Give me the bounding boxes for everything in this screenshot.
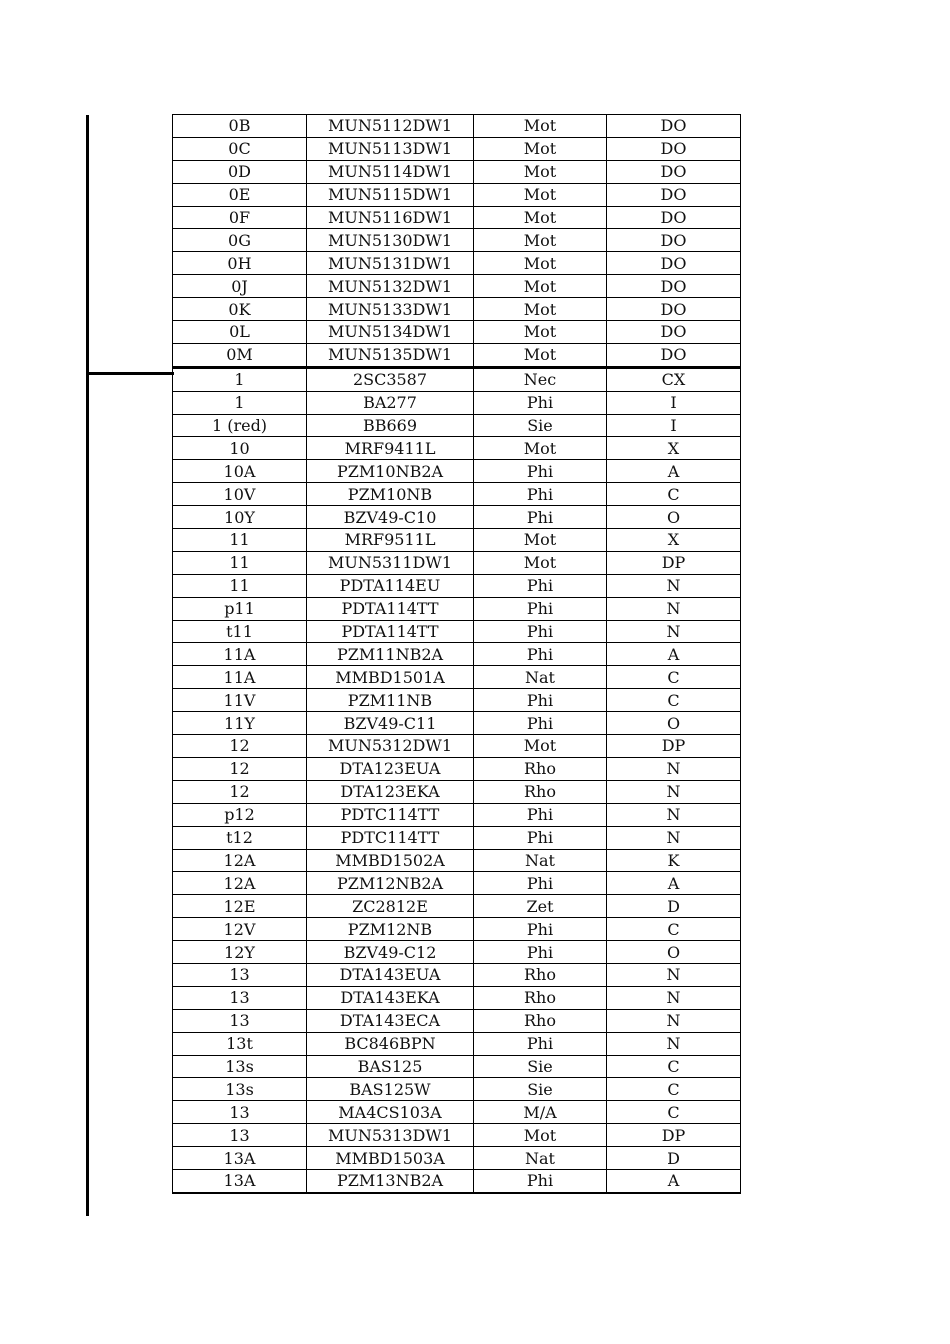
- part-number-cell: PZM11NB2A: [307, 643, 474, 666]
- marking-code-cell: 10A: [173, 460, 307, 483]
- package-code-cell: DO: [607, 115, 741, 138]
- table-row: [173, 826, 741, 849]
- table-row: [173, 483, 741, 506]
- marking-code-cell: 12: [173, 757, 307, 780]
- package-code-cell: K: [607, 849, 741, 872]
- manufacturer-cell: Rho: [474, 986, 607, 1009]
- part-number-cell: MMBD1501A: [307, 666, 474, 689]
- table-row: [173, 986, 741, 1009]
- package-code-cell: C: [607, 483, 741, 506]
- table-row: [173, 1055, 741, 1078]
- part-number-cell: MUN5116DW1: [307, 206, 474, 229]
- part-number-cell: ZC2812E: [307, 895, 474, 918]
- manufacturer-cell: Rho: [474, 963, 607, 986]
- marking-code-cell: p12: [173, 803, 307, 826]
- package-code-cell: C: [607, 666, 741, 689]
- manufacturer-cell: Sie: [474, 414, 607, 437]
- table-row: [173, 1169, 741, 1192]
- part-number-cell: PZM10NB: [307, 483, 474, 506]
- manufacturer-cell: M/A: [474, 1101, 607, 1124]
- marking-code-cell: 11A: [173, 643, 307, 666]
- part-number-cell: PZM10NB2A: [307, 460, 474, 483]
- manufacturer-cell: Phi: [474, 712, 607, 735]
- table-row: [173, 160, 741, 183]
- part-number-cell: PZM13NB2A: [307, 1169, 474, 1192]
- parts-table-body: [173, 115, 741, 1193]
- marking-code-cell: 12: [173, 735, 307, 758]
- manufacturer-cell: Phi: [474, 872, 607, 895]
- manufacturer-cell: Nec: [474, 367, 607, 391]
- manufacturer-cell: Mot: [474, 1124, 607, 1147]
- marking-code-cell: t12: [173, 826, 307, 849]
- package-code-cell: C: [607, 918, 741, 941]
- package-code-cell: N: [607, 963, 741, 986]
- marking-code-cell: 13A: [173, 1147, 307, 1170]
- table-row: [173, 666, 741, 689]
- part-number-cell: BB669: [307, 414, 474, 437]
- marking-code-cell: p11: [173, 597, 307, 620]
- part-number-cell: BZV49-C10: [307, 506, 474, 529]
- package-code-cell: DO: [607, 137, 741, 160]
- part-number-cell: MUN5312DW1: [307, 735, 474, 758]
- marking-code-cell: 0C: [173, 137, 307, 160]
- table-row: [173, 115, 741, 138]
- part-number-cell: PDTC114TT: [307, 826, 474, 849]
- package-code-cell: DP: [607, 735, 741, 758]
- marking-code-cell: 12A: [173, 849, 307, 872]
- marking-code-cell: 13: [173, 1124, 307, 1147]
- marking-code-cell: 12A: [173, 872, 307, 895]
- marking-code-cell: 0J: [173, 275, 307, 298]
- part-number-cell: DTA143EUA: [307, 963, 474, 986]
- marking-code-cell: 11: [173, 574, 307, 597]
- package-code-cell: I: [607, 414, 741, 437]
- package-code-cell: O: [607, 506, 741, 529]
- marking-code-cell: 12: [173, 780, 307, 803]
- package-code-cell: O: [607, 712, 741, 735]
- table-row: [173, 183, 741, 206]
- part-number-cell: MUN5115DW1: [307, 183, 474, 206]
- manufacturer-cell: Phi: [474, 506, 607, 529]
- marking-code-cell: 0E: [173, 183, 307, 206]
- part-number-cell: MRF9511L: [307, 529, 474, 552]
- manufacturer-cell: Sie: [474, 1078, 607, 1101]
- package-code-cell: DO: [607, 229, 741, 252]
- marking-code-cell: 1: [173, 391, 307, 414]
- manufacturer-cell: Mot: [474, 735, 607, 758]
- package-code-cell: DO: [607, 206, 741, 229]
- table-row: [173, 367, 741, 391]
- marking-code-cell: 13: [173, 1101, 307, 1124]
- part-number-cell: MUN5133DW1: [307, 298, 474, 321]
- marking-code-cell: 12V: [173, 918, 307, 941]
- marking-code-cell: 0K: [173, 298, 307, 321]
- part-number-cell: MUN5112DW1: [307, 115, 474, 138]
- marking-code-cell: 13: [173, 986, 307, 1009]
- package-code-cell: N: [607, 597, 741, 620]
- package-code-cell: D: [607, 895, 741, 918]
- marking-code-cell: 10V: [173, 483, 307, 506]
- package-code-cell: N: [607, 780, 741, 803]
- table-row: [173, 1078, 741, 1101]
- part-number-cell: DTA143ECA: [307, 1009, 474, 1032]
- manufacturer-cell: Mot: [474, 137, 607, 160]
- part-number-cell: MUN5132DW1: [307, 275, 474, 298]
- table-row: [173, 460, 741, 483]
- table-row: [173, 643, 741, 666]
- manufacturer-cell: Mot: [474, 321, 607, 344]
- package-code-cell: N: [607, 826, 741, 849]
- package-code-cell: N: [607, 803, 741, 826]
- table-row: [173, 620, 741, 643]
- part-number-cell: MUN5113DW1: [307, 137, 474, 160]
- table-row: [173, 574, 741, 597]
- package-code-cell: DO: [607, 275, 741, 298]
- manufacturer-cell: Mot: [474, 343, 607, 367]
- manufacturer-cell: Mot: [474, 437, 607, 460]
- table-row: [173, 780, 741, 803]
- table-row: [173, 321, 741, 344]
- part-number-cell: MUN5131DW1: [307, 252, 474, 275]
- table-row: [173, 1009, 741, 1032]
- part-number-cell: MMBD1502A: [307, 849, 474, 872]
- table-row: [173, 941, 741, 964]
- manufacturer-cell: Phi: [474, 643, 607, 666]
- marking-code-cell: 11A: [173, 666, 307, 689]
- package-code-cell: D: [607, 1147, 741, 1170]
- marking-code-cell: 11V: [173, 689, 307, 712]
- marking-code-cell: 0B: [173, 115, 307, 138]
- table-row: [173, 506, 741, 529]
- marking-code-cell: 11: [173, 529, 307, 552]
- marking-code-cell: 10Y: [173, 506, 307, 529]
- manufacturer-cell: Nat: [474, 849, 607, 872]
- package-code-cell: DO: [607, 321, 741, 344]
- manufacturer-cell: Phi: [474, 460, 607, 483]
- marking-code-cell: 1: [173, 367, 307, 391]
- manufacturer-cell: Phi: [474, 689, 607, 712]
- manufacturer-cell: Mot: [474, 275, 607, 298]
- part-number-cell: DTA143EKA: [307, 986, 474, 1009]
- part-number-cell: PZM11NB: [307, 689, 474, 712]
- part-number-cell: MA4CS103A: [307, 1101, 474, 1124]
- marking-code-cell: 13s: [173, 1055, 307, 1078]
- package-code-cell: C: [607, 1101, 741, 1124]
- manufacturer-cell: Mot: [474, 529, 607, 552]
- table-row: [173, 206, 741, 229]
- manufacturer-cell: Nat: [474, 1147, 607, 1170]
- part-number-cell: BC846BPN: [307, 1032, 474, 1055]
- table-row: [173, 1101, 741, 1124]
- manufacturer-cell: Phi: [474, 803, 607, 826]
- table-row: [173, 735, 741, 758]
- table-row: [173, 1147, 741, 1170]
- table-row: [173, 963, 741, 986]
- part-number-cell: DTA123EUA: [307, 757, 474, 780]
- part-number-cell: MRF9411L: [307, 437, 474, 460]
- package-code-cell: N: [607, 986, 741, 1009]
- part-number-cell: BZV49-C12: [307, 941, 474, 964]
- part-number-cell: BZV49-C11: [307, 712, 474, 735]
- package-code-cell: N: [607, 574, 741, 597]
- table-row: [173, 803, 741, 826]
- marking-code-cell: 1 (red): [173, 414, 307, 437]
- part-number-cell: PDTA114TT: [307, 620, 474, 643]
- package-code-cell: N: [607, 1009, 741, 1032]
- package-code-cell: X: [607, 437, 741, 460]
- table-row: [173, 597, 741, 620]
- manufacturer-cell: Phi: [474, 918, 607, 941]
- manufacturer-cell: Nat: [474, 666, 607, 689]
- table-row: [173, 391, 741, 414]
- part-number-cell: BAS125W: [307, 1078, 474, 1101]
- manufacturer-cell: Mot: [474, 298, 607, 321]
- table-row: [173, 529, 741, 552]
- marking-code-cell: 0G: [173, 229, 307, 252]
- package-code-cell: DO: [607, 183, 741, 206]
- manufacturer-cell: Phi: [474, 1032, 607, 1055]
- marking-code-cell: 13: [173, 963, 307, 986]
- table-row: [173, 757, 741, 780]
- marking-code-cell: 0D: [173, 160, 307, 183]
- marking-code-cell: 12E: [173, 895, 307, 918]
- part-number-cell: PDTA114TT: [307, 597, 474, 620]
- package-code-cell: DP: [607, 551, 741, 574]
- table-row: [173, 689, 741, 712]
- left-group-rule: [86, 115, 89, 1216]
- table-row: [173, 872, 741, 895]
- manufacturer-cell: Mot: [474, 229, 607, 252]
- manufacturer-cell: Phi: [474, 826, 607, 849]
- package-code-cell: N: [607, 757, 741, 780]
- marking-code-cell: 13A: [173, 1169, 307, 1192]
- marking-code-cell: 0H: [173, 252, 307, 275]
- table-row: [173, 343, 741, 367]
- part-number-cell: PZM12NB: [307, 918, 474, 941]
- part-number-cell: MUN5114DW1: [307, 160, 474, 183]
- part-number-cell: MUN5134DW1: [307, 321, 474, 344]
- marking-code-cell: 13: [173, 1009, 307, 1032]
- manufacturer-cell: Mot: [474, 183, 607, 206]
- manufacturer-cell: Sie: [474, 1055, 607, 1078]
- part-number-cell: 2SC3587: [307, 367, 474, 391]
- marking-code-cell: t11: [173, 620, 307, 643]
- part-number-cell: MUN5313DW1: [307, 1124, 474, 1147]
- table-row: [173, 849, 741, 872]
- manufacturer-cell: Rho: [474, 757, 607, 780]
- manufacturer-cell: Phi: [474, 574, 607, 597]
- table-row: [173, 551, 741, 574]
- package-code-cell: DO: [607, 298, 741, 321]
- manufacturer-cell: Mot: [474, 206, 607, 229]
- manufacturer-cell: Rho: [474, 780, 607, 803]
- package-code-cell: A: [607, 1169, 741, 1192]
- part-number-cell: MUN5311DW1: [307, 551, 474, 574]
- manufacturer-cell: Phi: [474, 941, 607, 964]
- package-code-cell: A: [607, 460, 741, 483]
- table-row: [173, 137, 741, 160]
- marking-code-cell: 0M: [173, 343, 307, 367]
- marking-code-cell: 13s: [173, 1078, 307, 1101]
- marking-code-cell: 11: [173, 551, 307, 574]
- table-row: [173, 252, 741, 275]
- package-code-cell: N: [607, 1032, 741, 1055]
- package-code-cell: N: [607, 620, 741, 643]
- marking-code-cell: 12Y: [173, 941, 307, 964]
- manufacturer-cell: Rho: [474, 1009, 607, 1032]
- table-row: [173, 895, 741, 918]
- manufacturer-cell: Mot: [474, 160, 607, 183]
- package-code-cell: DO: [607, 252, 741, 275]
- marking-code-cell: 0F: [173, 206, 307, 229]
- manufacturer-cell: Mot: [474, 252, 607, 275]
- manufacturer-cell: Phi: [474, 483, 607, 506]
- table-row: [173, 414, 741, 437]
- part-number-cell: DTA123EKA: [307, 780, 474, 803]
- manufacturer-cell: Phi: [474, 391, 607, 414]
- marking-code-cell: 10: [173, 437, 307, 460]
- marking-code-cell: 13t: [173, 1032, 307, 1055]
- parts-table: [172, 114, 741, 1194]
- package-code-cell: DP: [607, 1124, 741, 1147]
- table-row: [173, 1032, 741, 1055]
- package-code-cell: X: [607, 529, 741, 552]
- marking-code-cell: 0L: [173, 321, 307, 344]
- part-number-cell: BA277: [307, 391, 474, 414]
- manufacturer-cell: Mot: [474, 551, 607, 574]
- part-number-cell: MMBD1503A: [307, 1147, 474, 1170]
- part-number-cell: PZM12NB2A: [307, 872, 474, 895]
- table-row: [173, 1124, 741, 1147]
- table-row: [173, 229, 741, 252]
- package-code-cell: C: [607, 1078, 741, 1101]
- package-code-cell: CX: [607, 367, 741, 391]
- part-number-cell: MUN5135DW1: [307, 343, 474, 367]
- manufacturer-cell: Phi: [474, 620, 607, 643]
- package-code-cell: DO: [607, 160, 741, 183]
- table-row: [173, 298, 741, 321]
- part-number-cell: PDTC114TT: [307, 803, 474, 826]
- package-code-cell: I: [607, 391, 741, 414]
- package-code-cell: A: [607, 643, 741, 666]
- table-row: [173, 918, 741, 941]
- package-code-cell: A: [607, 872, 741, 895]
- package-code-cell: O: [607, 941, 741, 964]
- part-number-cell: BAS125: [307, 1055, 474, 1078]
- manufacturer-cell: Zet: [474, 895, 607, 918]
- package-code-cell: C: [607, 689, 741, 712]
- manufacturer-cell: Phi: [474, 597, 607, 620]
- table-row: [173, 437, 741, 460]
- table-row: [173, 275, 741, 298]
- marking-code-cell: 11Y: [173, 712, 307, 735]
- section-divider: [86, 372, 174, 375]
- part-number-cell: MUN5130DW1: [307, 229, 474, 252]
- manufacturer-cell: Mot: [474, 115, 607, 138]
- manufacturer-cell: Phi: [474, 1169, 607, 1192]
- package-code-cell: C: [607, 1055, 741, 1078]
- part-number-cell: PDTA114EU: [307, 574, 474, 597]
- package-code-cell: DO: [607, 343, 741, 367]
- table-row: [173, 712, 741, 735]
